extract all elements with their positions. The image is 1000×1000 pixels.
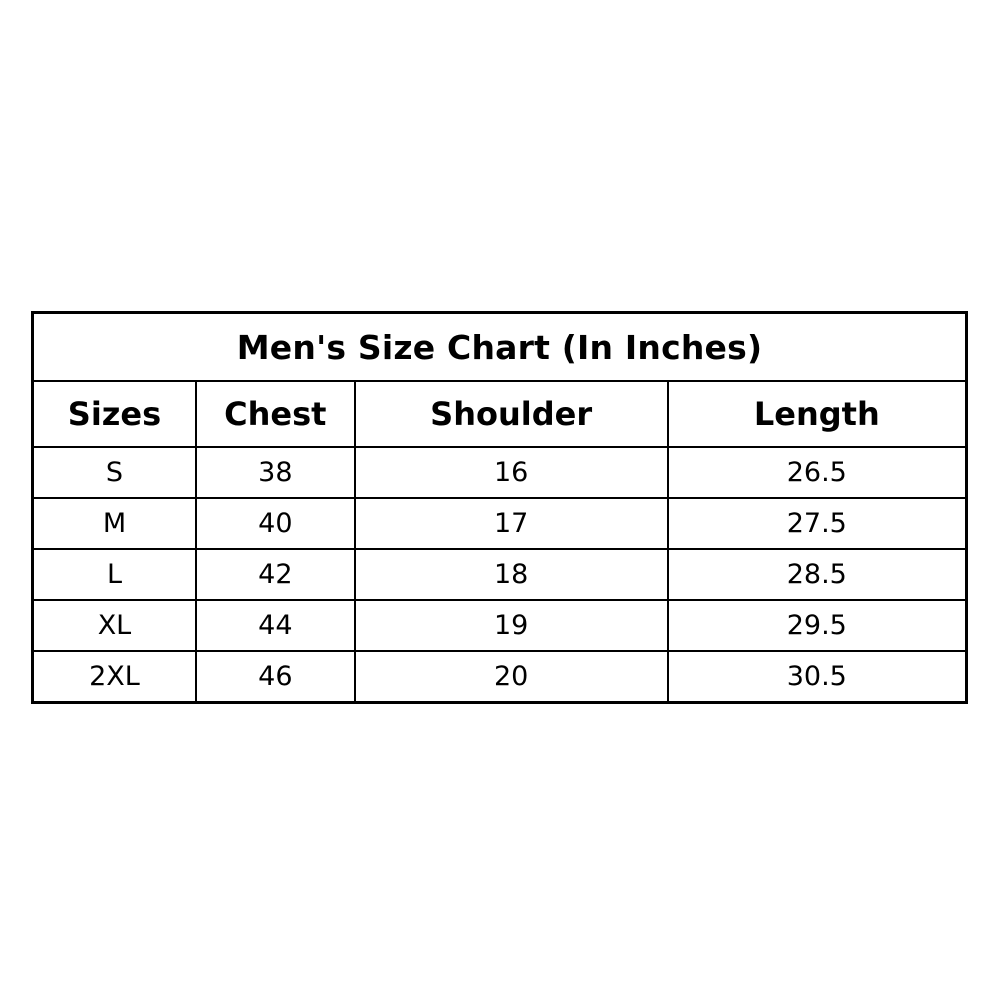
cell-length: 29.5: [668, 600, 967, 651]
column-header-length: Length: [668, 381, 967, 447]
cell-size: L: [33, 549, 196, 600]
table-row: [33, 600, 967, 651]
cell-shoulder: 18: [355, 549, 668, 600]
column-header-sizes: Sizes: [33, 381, 196, 447]
cell-chest: 44: [196, 600, 355, 651]
chart-title: Men's Size Chart (In Inches): [33, 313, 967, 382]
size-chart-table: [31, 311, 968, 704]
table-row: [33, 498, 967, 549]
column-header-chest: Chest: [196, 381, 355, 447]
cell-size: XL: [33, 600, 196, 651]
cell-shoulder: 19: [355, 600, 668, 651]
cell-chest: 38: [196, 447, 355, 498]
column-header-shoulder: Shoulder: [355, 381, 668, 447]
cell-size: 2XL: [33, 651, 196, 703]
cell-shoulder: 20: [355, 651, 668, 703]
table-row: [33, 549, 967, 600]
cell-length: 28.5: [668, 549, 967, 600]
cell-size: S: [33, 447, 196, 498]
cell-shoulder: 16: [355, 447, 668, 498]
table-row: [33, 447, 967, 498]
cell-chest: 42: [196, 549, 355, 600]
table-header-row: [33, 381, 967, 447]
cell-chest: 46: [196, 651, 355, 703]
cell-length: 26.5: [668, 447, 967, 498]
cell-size: M: [33, 498, 196, 549]
cell-shoulder: 17: [355, 498, 668, 549]
table-row: [33, 651, 967, 703]
cell-length: 27.5: [668, 498, 967, 549]
size-chart-container: [31, 311, 968, 692]
cell-length: 30.5: [668, 651, 967, 703]
cell-chest: 40: [196, 498, 355, 549]
table-title-row: [33, 313, 967, 382]
